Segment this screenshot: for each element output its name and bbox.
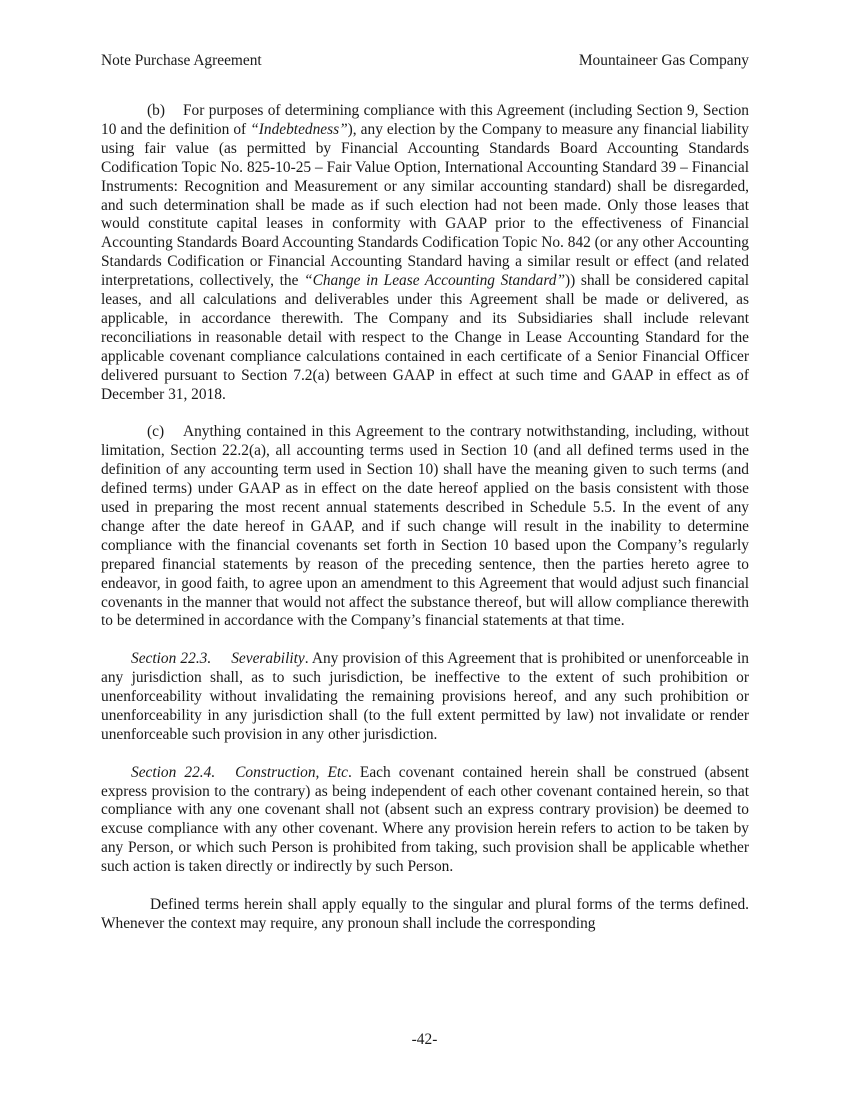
section-22-4-number: Section 22.4. bbox=[131, 763, 216, 781]
section-22-4-title: Construction, Etc bbox=[235, 763, 348, 781]
paragraph-b-text-3: )) shall be considered capital leases, and all calculations and deliverables under this Agreement shall be made or delivered, as applicable, in accordance therewith. The Company and its Subsidiaries shall include relevant reconciliations in reasonable detail with respect to the Change in Lease Accounting Standard for the applicable covenant compliance calculations contained in each certificate of a Senior Financial Officer delivered pursuant to Section 7.2(a) between GAAP in effect at such time and GAAP in effect as of December 31, 2018. bbox=[101, 272, 749, 403]
section-22-3 bbox=[101, 650, 749, 745]
document-body bbox=[101, 102, 749, 934]
section-22-3-title: Severability bbox=[231, 650, 305, 668]
defined-terms-paragraph bbox=[101, 896, 749, 934]
paragraph-b-text-1: For purposes of determining compliance with this Agreement (including Section 9, Section 10 and the definition of bbox=[101, 102, 749, 138]
paragraph-c-label: (c) bbox=[147, 423, 165, 441]
section-22-4 bbox=[101, 764, 749, 877]
defined-terms-text: Defined terms herein shall apply equally to the singular and plural forms of the terms defined. Whenever the context may require, any pronoun shall include the corresponding bbox=[101, 896, 749, 932]
defined-term-change-in-lease-accounting-standard: “Change in Lease Accounting Standard” bbox=[304, 272, 566, 290]
paragraph-b-label: (b) bbox=[147, 102, 165, 119]
defined-term-indebtedness: “Indebtedness” bbox=[250, 120, 348, 138]
paragraph-b bbox=[101, 102, 749, 405]
header-document-title: Note Purchase Agreement bbox=[101, 52, 262, 69]
header-company-name: Mountaineer Gas Company bbox=[578, 52, 749, 69]
page-number: -42- bbox=[411, 1031, 438, 1048]
page-header bbox=[101, 52, 749, 72]
paragraph-b-text-2: ), any election by the Company to measure any financial liability using fair value (as permitted by Financial Accounting Standards Board Accounting Standards Codification Topic No. 825-10-25 – Fair Value Option, International Accounting Standard 39 – Financial Instruments: Recognition and Measurement or any similar accounting standard) shall be disregarded, and such determination shall be made as if such election had not been made. Only those leases that would constitute capital leases in conformity with GAAP prior to the effectiveness of Financial Accounting Standards Board Accounting Standards Codification Topic No. 842 (or any other Accounting Standards Codification or Financial Accounting Standard having a similar result or effect (and related interpretations, collectively, the bbox=[101, 120, 749, 290]
section-22-4-text: . Each covenant contained herein shall be construed (absent express provision to the contrary) as being independent of each other covenant contained herein, so that compliance with any one covenant shall not (absent such an express contrary provision) be deemed to excuse compliance with any other covenant. Where any provision herein refers to action to be taken by any Person, or which such Person is prohibited from taking, such provision shall be applicable whether such action is taken directly or indirectly by such Person. bbox=[101, 763, 749, 876]
section-22-3-number: Section 22.3. bbox=[131, 650, 212, 668]
section-22-3-text: . Any provision of this Agreement that is prohibited or unenforceable in any jurisdiction shall, as to such jurisdiction, be ineffective to the extent of such prohibition or unenforceability without invalidating the remaining provisions hereof, and any such prohibition or unenforceability in any jurisdiction shall (to the full extent permitted by law) not invalidate or render unenforceable such provision in any other jurisdiction. bbox=[101, 650, 749, 743]
paragraph-c bbox=[101, 423, 749, 631]
paragraph-c-text: Anything contained in this Agreement to the contrary notwithstanding, including, without limitation, Section 22.2(a), all accounting terms used in Section 10 (and all defined terms used in the definition of any accounting term used in Section 10) shall have the meaning given to such terms (and defined terms) under GAAP as in effect on the date hereof applied on the basis consistent with those used in preparing the most recent annual statements described in Schedule 5.5. In the event of any change after the date hereof in GAAP, and if such change will result in the inability to determine compliance with the financial covenants set forth in Section 10 based upon the Company’s regularly prepared financial statements by reason of the preceding sentence, then the parties hereto agree to endeavor, in good faith, to agree upon an amendment to this Agreement that would adjust such financial covenants in the manner that would not affect the substance thereof, but will allow compliance therewith to be determined in accordance with the Company’s financial statements at that time. bbox=[101, 423, 749, 630]
